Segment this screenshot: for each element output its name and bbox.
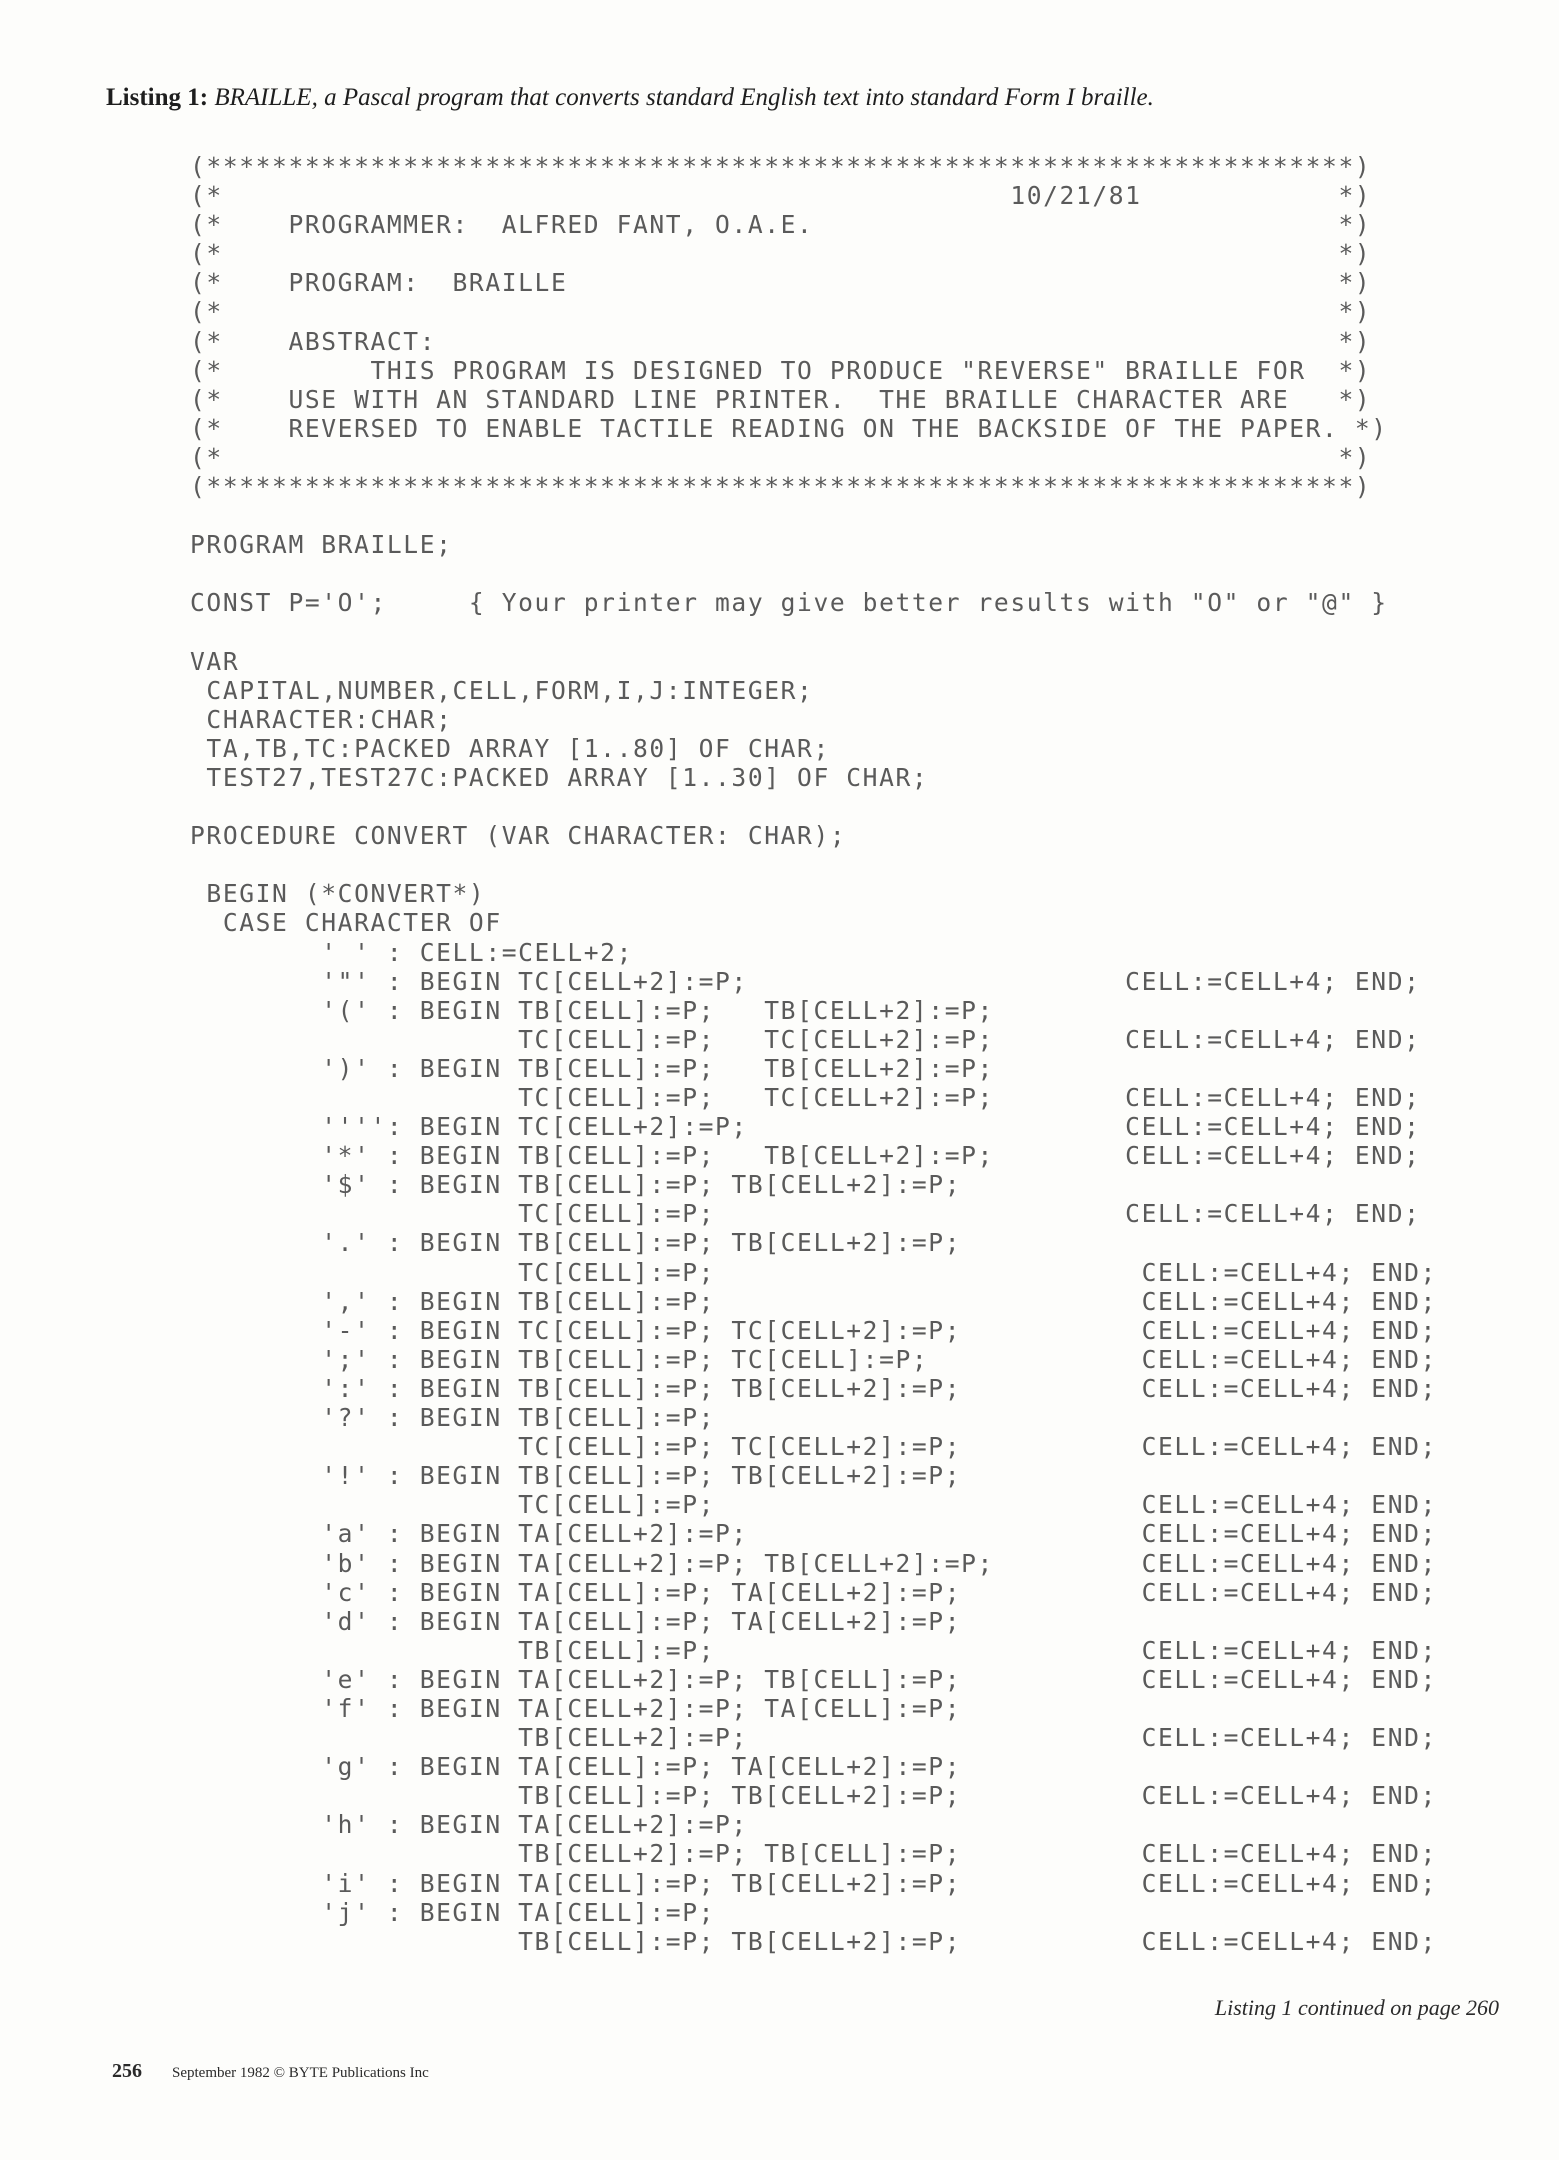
code-line: CONST P='O'; { Your printer may give better results with "O" or "@" } (190, 588, 1388, 618)
code-line: (**********************************************************************) (190, 152, 1372, 181)
continued-note: Listing 1 continued on page 260 (1214, 1995, 1499, 2020)
code-line (190, 501, 1437, 530)
code-line: (* 10/21/81 *) (190, 181, 1372, 211)
code-line: ' ' : CELL:=CELL+2; (190, 937, 633, 967)
code-line: '.' : BEGIN TB[CELL]:=P; TB[CELL+2]:=P; (190, 1228, 962, 1258)
code-line: TB[CELL+2]:=P; CELL:=CELL+4; END; (190, 1723, 1437, 1753)
code-line: CAPITAL,NUMBER,CELL,FORM,I,J:INTEGER; (190, 675, 814, 705)
code-line: PROGRAM BRAILLE; (190, 530, 453, 560)
code-line: 'c' : BEGIN TA[CELL]:=P; TA[CELL+2]:=P; CELL:=CELL+4; END; (190, 1577, 1437, 1607)
code-line: CASE CHARACTER OF (190, 908, 502, 938)
code-line: TA,TB,TC:PACKED ARRAY [1..80] OF CHAR; (190, 733, 830, 763)
code-line: '$' : BEGIN TB[CELL]:=P; TB[CELL+2]:=P; (190, 1170, 962, 1200)
code-line: 'i' : BEGIN TA[CELL]:=P; TB[CELL+2]:=P; CELL:=CELL+4; END; (190, 1868, 1437, 1898)
code-listing (190, 152, 1437, 1956)
code-line: '"' : BEGIN TC[CELL+2]:=P; CELL:=CELL+4; END; (190, 966, 1421, 996)
page-number: 256 (112, 2060, 142, 2082)
code-line: ')' : BEGIN TB[CELL]:=P; TB[CELL+2]:=P; (190, 1053, 994, 1083)
code-line: TC[CELL]:=P; CELL:=CELL+4; END; (190, 1490, 1437, 1520)
code-line: (* *) (190, 442, 1372, 472)
code-line: 'b' : BEGIN TA[CELL+2]:=P; TB[CELL+2]:=P; CELL:=CELL+4; END; (190, 1548, 1437, 1578)
code-line: PROCEDURE CONVERT (VAR CHARACTER: CHAR); (190, 821, 847, 851)
code-line: ';' : BEGIN TB[CELL]:=P; TC[CELL]:=P; CELL:=CELL+4; END; (190, 1344, 1437, 1374)
caption-label: Listing 1: (106, 84, 209, 111)
code-line: VAR (190, 646, 240, 676)
code-line: (* PROGRAMMER: ALFRED FANT, O.A.E. *) (190, 210, 1372, 240)
listing-caption (106, 84, 1154, 112)
code-line: '*' : BEGIN TB[CELL]:=P; TB[CELL+2]:=P; CELL:=CELL+4; END; (190, 1141, 1421, 1171)
code-line: (* *) (190, 297, 1372, 327)
code-line: TB[CELL]:=P; CELL:=CELL+4; END; (190, 1635, 1437, 1665)
code-line: 'j' : BEGIN TA[CELL]:=P; (190, 1897, 716, 1927)
code-line: TC[CELL]:=P; TC[CELL+2]:=P; CELL:=CELL+4; END; (190, 1024, 1421, 1054)
code-line: TC[CELL]:=P; TC[CELL+2]:=P; CELL:=CELL+4; END; (190, 1432, 1437, 1462)
code-line (190, 850, 1437, 879)
publication-line: September 1982 © BYTE Publications Inc (172, 2065, 429, 2081)
code-line: BEGIN (*CONVERT*) (190, 879, 486, 909)
code-line: ',' : BEGIN TB[CELL]:=P; CELL:=CELL+4; END; (190, 1286, 1437, 1316)
code-line: 'e' : BEGIN TA[CELL+2]:=P; TB[CELL]:=P; CELL:=CELL+4; END; (190, 1664, 1437, 1694)
code-line: (* ABSTRACT: *) (190, 326, 1372, 356)
code-line: 'f' : BEGIN TA[CELL+2]:=P; TA[CELL]:=P; (190, 1693, 962, 1723)
code-line: TB[CELL]:=P; TB[CELL+2]:=P; CELL:=CELL+4; END; (190, 1926, 1437, 1956)
code-line: TB[CELL+2]:=P; TB[CELL]:=P; CELL:=CELL+4; END; (190, 1839, 1437, 1869)
code-line: (* USE WITH AN STANDARD LINE PRINTER. THE BRAILLE CHARACTER ARE *) (190, 384, 1372, 414)
page-footer (112, 2060, 429, 2083)
code-line: CHARACTER:CHAR; (190, 704, 453, 734)
code-line: '-' : BEGIN TC[CELL]:=P; TC[CELL+2]:=P; CELL:=CELL+4; END; (190, 1315, 1437, 1345)
code-line: (* PROGRAM: BRAILLE *) (190, 268, 1372, 298)
code-line: (* REVERSED TO ENABLE TACTILE READING ON THE BACKSIDE OF THE PAPER. *) (190, 413, 1388, 443)
code-line: 'a' : BEGIN TA[CELL+2]:=P; CELL:=CELL+4; END; (190, 1519, 1437, 1549)
code-line (190, 792, 1437, 821)
code-line: '(' : BEGIN TB[CELL]:=P; TB[CELL+2]:=P; (190, 995, 994, 1025)
code-line: (* *) (190, 239, 1372, 269)
code-line: TB[CELL]:=P; TB[CELL+2]:=P; CELL:=CELL+4; END; (190, 1781, 1437, 1811)
code-line: 'g' : BEGIN TA[CELL]:=P; TA[CELL+2]:=P; (190, 1752, 962, 1782)
code-line: 'h' : BEGIN TA[CELL+2]:=P; (190, 1810, 748, 1840)
code-line (190, 618, 1437, 647)
code-line: 'd' : BEGIN TA[CELL]:=P; TA[CELL+2]:=P; (190, 1606, 962, 1636)
code-line: TC[CELL]:=P; CELL:=CELL+4; END; (190, 1257, 1437, 1287)
code-line: ':' : BEGIN TB[CELL]:=P; TB[CELL+2]:=P; CELL:=CELL+4; END; (190, 1373, 1437, 1403)
code-line (190, 559, 1437, 588)
code-line: '?' : BEGIN TB[CELL]:=P; (190, 1403, 716, 1433)
code-line: (**********************************************************************) (190, 472, 1372, 502)
code-line: TEST27,TEST27C:PACKED ARRAY [1..30] OF CHAR; (190, 762, 929, 792)
code-line: '!' : BEGIN TB[CELL]:=P; TB[CELL+2]:=P; (190, 1461, 962, 1491)
code-line: TC[CELL]:=P; TC[CELL+2]:=P; CELL:=CELL+4; END; (190, 1083, 1421, 1112)
code-line: TC[CELL]:=P; CELL:=CELL+4; END; (190, 1199, 1421, 1229)
caption-text: BRAILLE, a Pascal program that converts standard English text into standard Form I braille. (214, 84, 1154, 111)
code-line: '''': BEGIN TC[CELL+2]:=P; CELL:=CELL+4; END; (190, 1112, 1421, 1142)
code-line: (* THIS PROGRAM IS DESIGNED TO PRODUCE "REVERSE" BRAILLE FOR *) (190, 355, 1372, 385)
